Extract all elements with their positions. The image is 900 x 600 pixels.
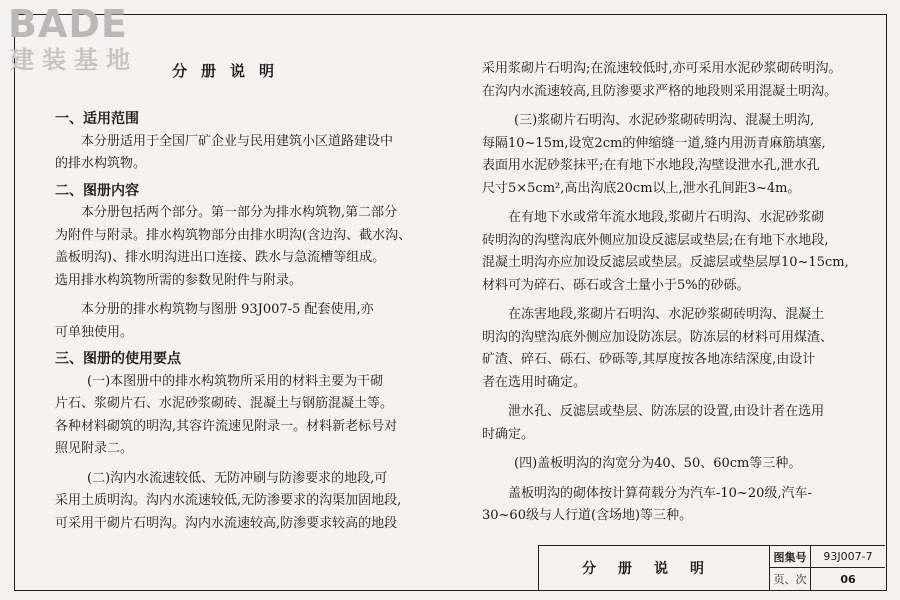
text-line: 盖板明沟的砌体按计算荷载分为汽车-10~20级,汽车- — [508, 485, 812, 501]
text-line: 可采用干砌片石明沟。沟内水流速较高,防渗要求较高的地段 — [55, 515, 398, 531]
page-number-label: 页、次 — [770, 568, 811, 590]
text-line: 者在选用时确定。 — [482, 374, 587, 390]
watermark-logo — [6, 4, 166, 74]
text-line: 本分册包括两个部分。第一部分为排水构筑物,第二部分 — [81, 205, 398, 220]
logo-brand: BADE — [8, 2, 128, 46]
text-line: 采用土质明沟。沟内水流速较低,无防渗要求的沟渠加固地段, — [55, 493, 402, 508]
text-line: 本分册的排水构筑物与图册 93J007-5 配套使用,亦 — [81, 302, 374, 317]
text-line: 30~60级与人行道(含场地)等三种。 — [482, 508, 693, 523]
text-line: 采用浆砌片石明沟;在流速较低时,亦可采用水泥砂浆砌砖明沟。 — [482, 61, 842, 76]
text-line: (三)浆砌片石明沟、水泥砂浆砌砖明沟、混凝土明沟, — [514, 113, 815, 128]
text-line: 时确定。 — [482, 426, 535, 442]
text-line: 盖板明沟)、排水明沟进出口连接、跌水与急流槽等组成。 — [55, 250, 386, 265]
title-block — [538, 545, 885, 590]
text-line: 混凝土明沟亦应加设反滤层或垫层。反滤层或垫层厚10~15cm, — [482, 255, 849, 270]
text-line: 照见附录二。 — [55, 441, 134, 456]
atlas-number-value: 93J007-7 — [811, 546, 885, 568]
text-line: (一)本图册中的排水构筑物所采用的材料主要为干砌 — [87, 373, 384, 389]
text-line: 选用排水构筑物所需的参数见附件与附录。 — [55, 272, 303, 288]
text-line: 可单独使用。 — [55, 324, 134, 340]
right-column — [482, 58, 867, 528]
text-line: 砖明沟的沟壁沟底外侧应加设反滤层或垫层;在有地下水地段, — [482, 232, 829, 248]
text-line: 明沟的沟壁沟底外侧应加设防冻层。防冻层的材料可用煤渣、 — [482, 329, 834, 345]
title-block-title: 分册说明 — [539, 546, 770, 590]
text-line: 在有地下水或常年流水地段,浆砌片石明沟、水泥砂浆砌 — [508, 210, 825, 225]
text-line: 为附件与附录。排水构筑物部分由排水明沟(含边沟、截水沟、 — [55, 227, 412, 243]
text-line: 泄水孔、反滤层或垫层、防冻层的设置,由设计者在选用 — [508, 404, 825, 419]
page-title: 分册说明 — [172, 62, 289, 80]
logo-brand-cn: 建装基地 — [10, 46, 138, 74]
left-column — [55, 108, 430, 535]
section-heading-scope: 一、适用范围 — [55, 111, 139, 127]
text-line: 在冻害地段,浆砌片石明沟、水泥砂浆砌砖明沟、混凝土 — [508, 307, 825, 322]
section-heading-contents: 二、图册内容 — [55, 182, 139, 199]
text-line: 片石、浆砌片石、水泥砂浆砌砖、混凝土与钢筋混凝土等。 — [55, 396, 394, 411]
text-line: 每隔10~15m,设宽2cm的伸缩缝一道,缝内用沥青麻筋填塞, — [482, 135, 826, 151]
text-line: 的排水构筑物。 — [55, 156, 147, 171]
text-line: (四)盖板明沟的沟宽分为40、50、60cm等三种。 — [514, 456, 802, 471]
text-line: 尺寸5×5cm²,高出沟底20cm以上,泄水孔间距3~4m。 — [482, 180, 801, 196]
section-heading-usage: 三、图册的使用要点 — [55, 351, 181, 367]
text-line: 矿渣、碎石、砾石、砂砾等,其厚度按各地冻结深度,由设计 — [482, 352, 816, 367]
text-line: 材料可为碎石、砾石或含土量小于5%的砂砾。 — [482, 277, 750, 293]
text-line: (二)沟内水流速较低、无防冲刷与防渗要求的地段,可 — [87, 470, 388, 486]
atlas-number-label: 图集号 — [770, 546, 811, 568]
text-line: 各种材料砌筑的明沟,其容许流速见附录一。材料新老标号对 — [55, 418, 398, 434]
text-line: 本分册适用于全国厂矿企业与民用建筑小区道路建设中 — [81, 133, 394, 149]
text-line: 在沟内水流速较高,且防渗要求严格的地段则采用混凝土明沟。 — [482, 83, 838, 99]
text-line: 表面用水泥砂浆抹平;在有地下水地段,沟壁设泄水孔,泄水孔 — [482, 158, 820, 173]
page-number-value: 06 — [840, 572, 856, 586]
